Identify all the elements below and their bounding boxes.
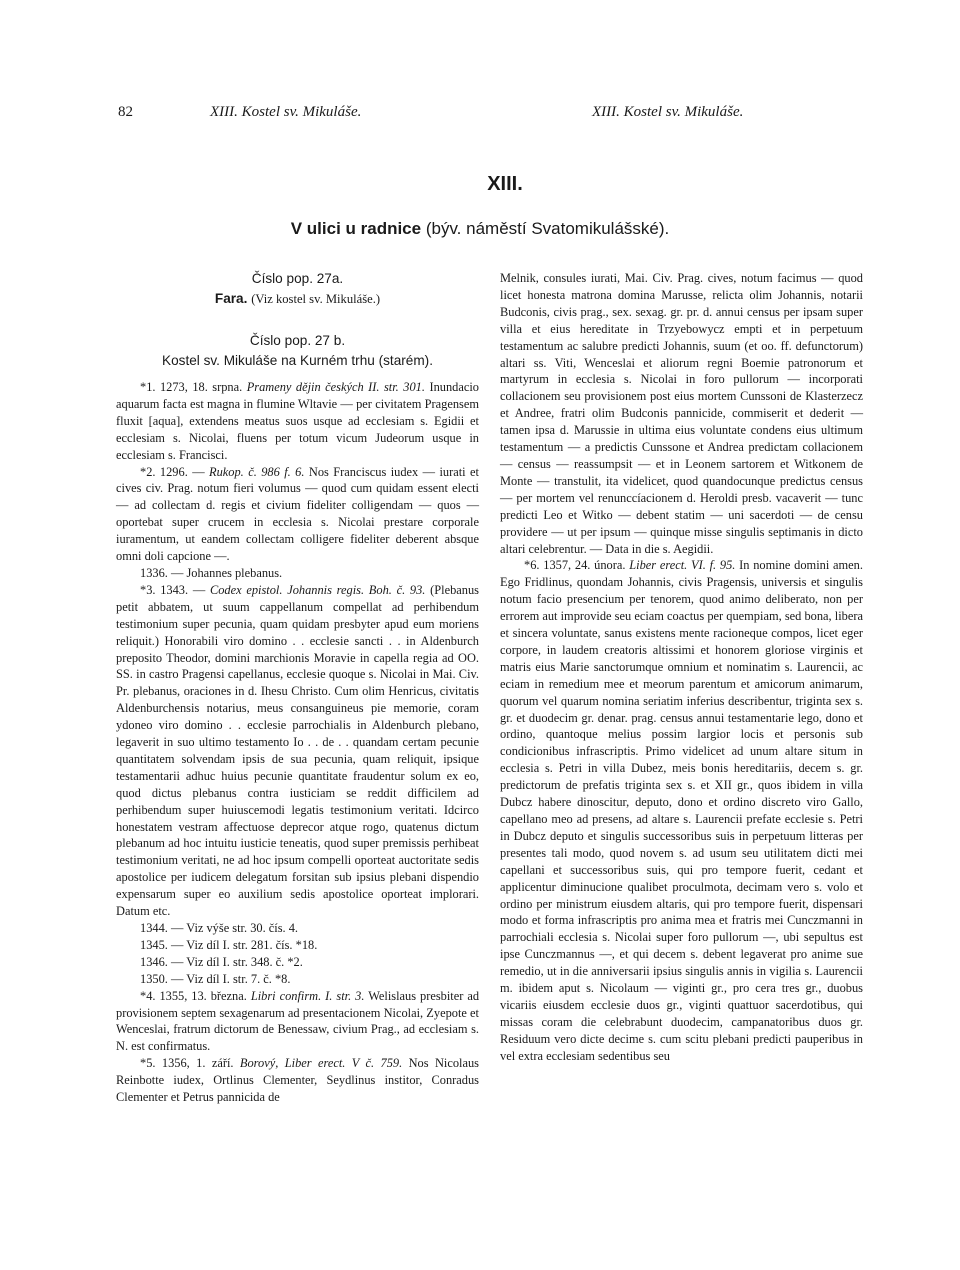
entry-2: *2. 1296. — Rukop. č. 986 f. 6. Nos Franciscus iudex — iurati et cives civ. Prag. notum fieri volumus — quod cum quidam essent electi — ad collectam d. regis et civium fideliter colligendam — quos — oportebat super crucem in ecclesia s. Nicolai prestare corporale iuramentum, ut eandem collectam colligere fideliter deberent absque omni doli capcione —. <box>116 464 479 564</box>
list-item: 1344. — Viz výše str. 30. čís. 4. <box>140 921 299 935</box>
fara-note: (Viz kostel sv. Mikuláše.) <box>251 292 381 306</box>
entry-1: *1. 1273, 18. srpna. Prameny dějin českých II. str. 301. Inundacio aquarum facta est magna in flumine Wltavie — per civitatem Pragensem fluxit [aqua], extendens meatus suos usque ad ecclesiam s. Egidii et ecclesiam s. Nicolai, fluens per totum vicum Judeorum usque in ecclesiam s. Francisci. <box>116 380 479 462</box>
entry-5-continued: Melnik, consules iurati, Mai. Civ. Prag. cives, notum facimus — quod licet honesta matrona domina Marusse, relicta olim Johannis, notarii Budconis, civis prag., sex. sexag. gr. pr. d. annui census per ipsam super villa et eius hereditate in Trzyebowycz empti et in perpetuum testamentum ac salubre predicti Johannis, suum (et oo. ff. defunctorum) altari ss. Viti, Wenceslai et aliorum regni Boemie patronorum et martyrum in ecclesia s. Nicolai in foro pullorum — incorporati collacionem seu provisionem post eius mortem Cunssoni de Klasterzecz et Andree, fratri olim Budconis pannicide, commiserit et dederit — tamen ipsa d. Marussie in ultima eius voluntate condens eius ultimum testamentum — a predictis Cunssone et Andrea predictam collacionem — census — reassumpsit — et in Leonem sartorem et Witkonem de Monte — transtulit, ita videlicet, quod quandocunque predictus census — per mortem vel renunccíacionem d. Heroldi presb. vacaverit — tunc predicti Leo et Witko — debent statim — uni sacerdoti — de censu providere — ut per ipsum — quinque misse singulis septimanis in dicto altari celebrentur. — Data in die s. Aegidii. <box>500 271 863 556</box>
running-title-left: XIII. Kostel sv. Mikuláše. <box>210 104 362 120</box>
section-a-number: Číslo pop. 27a. <box>251 271 344 286</box>
chapter-title-sub: (býv. náměstí Svatomikulášské). <box>425 219 670 238</box>
entry-3: *3. 1343. — Codex epistol. Johannis regis. Boh. č. 93. (Plebanus petit abbatem, ut suum cappellanum compellat ad perhibendum testimonium super pecunia, quam quidam presbyter apud eum moriens reliquit.) Honorabili viro domino . . ecclesie sancti . . in Aldenburch preposito Theodor, domini marchionis Moravie in capella regia ad OO. SS. in castro Pragensi capellanus, ecclesie quoque s. Nicolai in Mai. Civ. Pr. plebanus, oraciones in d. Ihesu Christo. Cum olim Henricus, civitatis Aldenburchensis notarius, meus consanguineus pie memorie, coram ydoneo viro domino . . ecclesie parrochialis in Aldenburch plebano, legaverit in suo ultimo testamento Io . . de . . quandam certam pecunie quantitatem solvendam ipsis de sua pecunia, quam reliquit, ipsique testamentarii adhuc huius pecunie quantitate fraudentur solum ex eo, quod dictus plebanus contra iusticiam se reddit difficilem ad perhibendum super huiuscemodi legatis testimonium veritati. Idcirco honestatem vestram affectuose deprecor atque rogo, quatenus dictum plebanum ad hoc intuitu iusticie teneatis, quod super premissis perhibeat testimonium veritati, ne ad hoc ipsum compelli oporteat auctoritate sedis apostolice per iudicem delegatum forsitan sub ipsius plebani dispendio expensarum super eo auxilium sedis apostolice oporteat implorari. Datum etc. <box>116 582 480 919</box>
running-header <box>118 104 878 130</box>
page-number: 82 <box>118 104 133 120</box>
entry-6: *6. 1357, 24. února. Liber erect. VI. f. 95. In nomine domini amen. Ego Fridlinus, quondam Johannis, civis Pragensis, universis et singulis notum facio presencium per tenorem, quod animo deliberato, non per errorem aut improvide seu eciam coactus per quempiam, sed bona, libera et sincera voluntate, sanus existens mente racioneque compos, licet eger corpore, in laudem creatoris altissimi et honorem gloriose virginis et matris eius Marie sanctorumque omnium et nominatim s. Laurencii, ac eciam in remedium mee et meorum parentum et amicorum animarum, quorum vel quarum nomina seriatim inferius describentur, triginta sex s. gr. et duodecim gr. denar. prag. census annui testamentarie lego, dono et ordino, quantoque melius possim largior locis et personis sub condicionibus infrascriptis. Primo videlicet ad unum altare situm in ecclesia s. Petri in villa Dubez, meis bonis hereditariis, decem s. gr. predictorum de prefatis triginta sex s. et XII gr., quos ibidem in villa Dubcz habere dinoscitur, deputo, dono et ordino discreto viro Gallo, capellano meo ad presens, ad altare s. Laurencii prefate ecclesie s. Petri in Dubcz deputo et singulis successoribus suis in perpetuum litteras per presentes tali modo, quod novem s. ad usum seu utilitatem dicti mei capellani et successoribus suis, qui pro tempore fuerit, cedant et applicentur diminucione qualibet proculmota, decimam vero s. volo et ordino per ministrum eiusdem altaris, qui pro tempore fuerit, dispensari modo et forma infrascriptis pro anima mea et fratris mei Cunczmanni in parrochiali ecclesia s. Nicolai super foro pullorum —, ubi sepultus est ipse Cunczmannus —, et qui decem s. debent legaverat pro anime sue remedio, ut in die anniversarii ipsius singulis annis in vigilia s. Laurencii m. ibidem aput s. Nicolaum — viginti gr., pro cera tres gr., duobus vicariis eiusdem ecclesie duos gr., viginti quattuor sacerdotibus, qui missas coram die celebrabunt duodecim, campanatoribus duos gr. Residuum vero dicte decime s. cum scitu plebani predicti pauperibus in vel extra ecclesiam sedentibus seu <box>500 558 863 1063</box>
section-b-number: Číslo pop. 27 b. <box>249 333 346 348</box>
list-item: 1345. — Viz díl I. str. 281. čís. *18. <box>140 937 318 952</box>
entry-5: *5. 1356, 1. září. Borový, Liber erect. V č. 759. Nos Nicolaus Reinbotte iudex, Ortlinus Clementer, Seydlinus institor, Conradus Clementer et Petrus pannicida de <box>116 1056 479 1105</box>
entry-5-source: Borový, Liber erect. V č. 759. <box>239 1056 403 1071</box>
chapter-title-main: V ulici u radnice <box>290 219 422 238</box>
list-item: 1350. — Viz díl I. str. 7. č. *8. <box>140 971 291 986</box>
chapter-number: XIII. <box>487 173 523 195</box>
chapter-title <box>0 219 960 239</box>
right-column <box>500 270 863 1065</box>
section-b-title: Kostel sv. Mikuláše na Kurném trhu (starém). <box>162 353 433 368</box>
entry-2-source: Rukop. č. 986 f. 6. <box>209 464 305 479</box>
reference-list <box>116 920 479 988</box>
list-item: 1346. — Viz díl I. str. 348. č. *2. <box>140 954 303 969</box>
left-column <box>116 269 479 1106</box>
entry-4-source: Libri confirm. I. str. 3. <box>250 988 365 1003</box>
entry-1-source: Prameny dějin českých II. str. 301. <box>246 380 425 394</box>
entry-6-source: Liber erect. VI. f. 95. <box>629 558 736 573</box>
entry-3-source: Codex epistol. Johannis regis. Boh. č. 93. <box>209 582 426 597</box>
fara-label: Fara. <box>214 291 248 306</box>
entry-4: *4. 1355, 13. března. Libri confirm. I. str. 3. Welislaus presbiter ad provisionem septem sexagenarum ad presentacionem Nicolai, Zyepote et Wenceslai, fratrum dictorum de Benessaw, civium Prag., ad ecclesiam s. N. est confirmatus. <box>116 988 480 1054</box>
running-title-right: XIII. Kostel sv. Mikuláše. <box>592 104 744 120</box>
section-a-fara <box>116 289 479 309</box>
entry-1336: 1336. — Johannes plebanus. <box>140 565 283 580</box>
